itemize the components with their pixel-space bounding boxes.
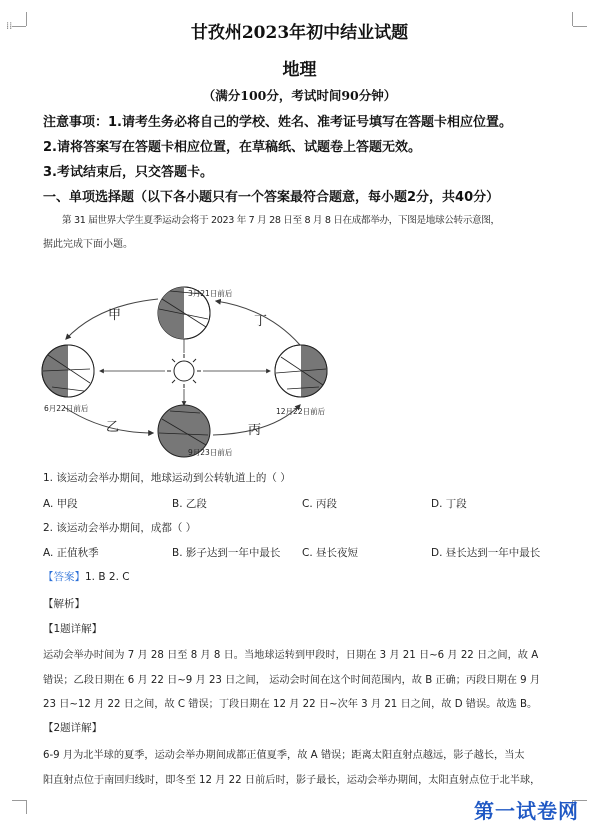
subject-title: 地理 xyxy=(282,60,317,80)
earth-icon xyxy=(275,345,327,397)
q1-option-b[interactable]: B. 乙段 xyxy=(172,498,207,510)
drag-handle-icon[interactable]: ⁞⁞ xyxy=(6,21,13,32)
q2-option-b[interactable]: B. 影子达到一年中最长 xyxy=(172,547,281,559)
sun-icon xyxy=(167,354,201,388)
notice-line-3: 3.考试结束后，只交答题卡。 xyxy=(43,165,213,180)
earth-icon xyxy=(42,345,94,397)
q1-analysis-line-3: 23 日~12 月 22 日之间，故 C 错误；丁段日期在 12 月 22 日~次年 3 月 21 日之间，故 D 错误。故选 B。 xyxy=(43,699,538,710)
q2-option-d[interactable]: D. 昼长达到一年中最长 xyxy=(431,547,541,559)
intro-line-1: 第 31 届世界大学生夏季运动会将于 2023 年 7 月 28 日至 8 月 8 日在成都举办，下图是地球公转示意图， xyxy=(62,215,500,226)
q1-option-d[interactable]: D. 丁段 xyxy=(431,498,467,510)
answer-tag: 【答案】 xyxy=(43,571,85,583)
q2-analysis-tag: 【2题详解】 xyxy=(43,722,103,734)
label-dec22: 12月22日前后 xyxy=(276,407,326,416)
segment-jia: 甲 xyxy=(108,308,122,323)
label-sep23: 9月23日前后 xyxy=(188,448,233,457)
notice-line-1: 注意事项：1.请考生务必将自己的学校、姓名、准考证号填写在答题卡相应位置。 xyxy=(43,115,512,130)
segment-ding: 丁 xyxy=(254,314,268,329)
label-mar21: 3月21日前后 xyxy=(188,289,233,298)
q2-option-c[interactable]: C. 昼长夜短 xyxy=(302,547,359,559)
label-jun22: 6月22日前后 xyxy=(44,404,89,413)
analysis-tag: 【解析】 xyxy=(43,598,85,610)
q1-analysis-tag: 【1题详解】 xyxy=(43,623,103,635)
exam-meta: （满分100分，考试时间90分钟） xyxy=(202,88,397,103)
q1-option-a[interactable]: A. 甲段 xyxy=(43,498,78,510)
notice-line-2: 2.请将答案写在答题卡相应位置，在草稿纸、试题卷上答题无效。 xyxy=(43,140,421,155)
earth-orbit-diagram xyxy=(38,283,338,458)
segment-bing: 丙 xyxy=(248,423,262,438)
section-heading: 一、单项选择题（以下各小题只有一个答案最符合题意，每小题2分，共40分） xyxy=(43,190,500,205)
page-title: 甘孜州2023年初中结业试题 xyxy=(190,23,409,43)
segment-yi: 乙 xyxy=(106,420,120,435)
crop-mark xyxy=(12,800,26,801)
q2-analysis-line-2: 阳直射点位于南回归线时，即冬至 12 月 22 日前后时，影子最长，运动会举办期间，太阳直射点位于北半球， xyxy=(43,775,541,786)
question-1-stem: 1. 该运动会举办期间，地球运动到公转轨道上的（ ） xyxy=(43,472,291,484)
answer-text: 1. B 2. C xyxy=(85,571,130,583)
site-logo: 第一试卷网 xyxy=(474,799,579,823)
q2-option-a[interactable]: A. 正值秋季 xyxy=(43,547,99,559)
q1-analysis-line-2: 错误；乙段日期在 6 月 22 日~9 月 23 日之间， 运动会时间在这个时间范围内，故 B 正确；丙段日期在 9 月 xyxy=(43,675,541,686)
intro-line-2: 据此完成下面小题。 xyxy=(43,239,133,250)
answer-row xyxy=(43,569,130,584)
q2-analysis-line-1: 6-9 月为北半球的夏季，运动会举办期间成都正值夏季，故 A 错误；距离太阳直射点越远，影子越长，当太 xyxy=(43,750,525,761)
question-2-stem: 2. 该运动会举办期间，成都（ ） xyxy=(43,522,197,534)
crop-mark xyxy=(26,800,27,814)
q1-option-c[interactable]: C. 丙段 xyxy=(302,498,338,510)
q1-analysis-line-1: 运动会举办时间为 7 月 28 日至 8 月 8 日。当地球运转到甲段时，日期在 3 月 21 日~6 月 22 日之间，故 A xyxy=(43,650,539,661)
